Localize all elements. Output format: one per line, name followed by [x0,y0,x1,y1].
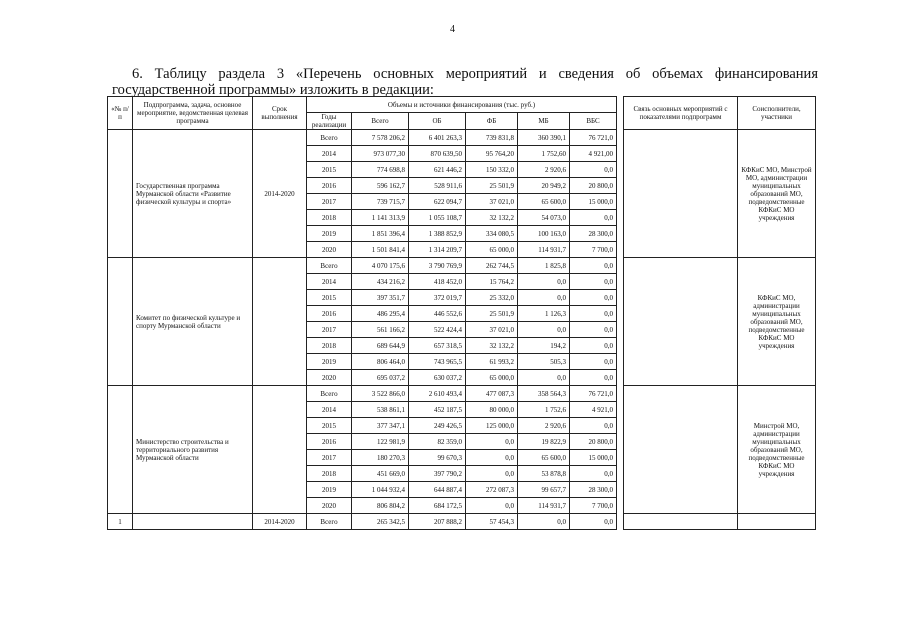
vbs-cell: 28 300,0 [570,482,617,498]
mb-cell: 194,2 [518,338,570,354]
mb-cell: 0,0 [518,274,570,290]
year-cell: 2016 [307,306,352,322]
final-fb: 57 454,3 [466,514,518,530]
vbs-cell: 15 000,0 [570,450,617,466]
fb-cell: 32 132,2 [466,338,518,354]
vbs-cell: 0,0 [570,290,617,306]
fb-cell: 477 087,3 [466,386,518,402]
total-cell: 561 166,2 [352,322,409,338]
mb-cell: 1 126,3 [518,306,570,322]
final-mb: 0,0 [518,514,570,530]
year-cell: 2017 [307,322,352,338]
vbs-cell: 4 921,00 [570,146,617,162]
header-num: «№ п/п [108,97,133,130]
table-row [108,386,816,402]
vbs-cell: 0,0 [570,258,617,274]
total-cell: 3 522 866,0 [352,386,409,402]
fb-cell: 61 993,2 [466,354,518,370]
ob-cell: 743 965,5 [409,354,466,370]
header-years: Годы реализации [307,113,352,130]
year-cell: Всего [307,258,352,274]
total-cell: 596 162,7 [352,178,409,194]
ob-cell: 644 887,4 [409,482,466,498]
ob-cell: 372 019,7 [409,290,466,306]
year-cell: 2020 [307,498,352,514]
link-cell [624,386,738,514]
final-program [133,514,253,530]
fb-cell: 150 332,0 [466,162,518,178]
vbs-cell: 0,0 [570,322,617,338]
fb-cell: 262 744,5 [466,258,518,274]
vbs-cell: 20 800,0 [570,434,617,450]
total-cell: 774 698,8 [352,162,409,178]
fb-cell: 37 021,0 [466,322,518,338]
fb-cell: 125 000,0 [466,418,518,434]
fb-cell: 65 000,0 [466,242,518,258]
executors-cell: КФКиС МО, Минстрой МО, администрации муниципальных образований МО, подведомственные КФКиС МО учреждения [738,130,816,258]
total-cell: 1 141 313,9 [352,210,409,226]
total-cell: 451 669,0 [352,466,409,482]
fb-cell: 25 332,0 [466,290,518,306]
year-cell: 2014 [307,146,352,162]
ob-cell: 6 401 263,3 [409,130,466,146]
total-cell: 1 501 841,4 [352,242,409,258]
page-number: 4 [450,24,455,35]
header-ob: ОБ [409,113,466,130]
final-row [108,514,816,530]
ob-cell: 1 314 209,7 [409,242,466,258]
term-cell: 2014-2020 [253,130,307,258]
ob-cell: 3 790 769,9 [409,258,466,274]
program-name: Государственная программа Мурманской области «Развитие физической культуры и спорта» [133,130,253,258]
row-num-cell [108,130,133,258]
final-num: 1 [108,514,133,530]
mb-cell: 1 752,60 [518,146,570,162]
mb-cell: 99 657,7 [518,482,570,498]
vbs-cell: 7 700,0 [570,242,617,258]
mb-cell: 20 949,2 [518,178,570,194]
section-heading [112,66,818,98]
year-cell: 2018 [307,210,352,226]
ob-cell: 397 790,2 [409,466,466,482]
total-cell: 739 715,7 [352,194,409,210]
vbs-cell: 4 921,0 [570,402,617,418]
vbs-cell: 7 700,0 [570,498,617,514]
fb-cell: 739 831,8 [466,130,518,146]
total-cell: 1 044 932,4 [352,482,409,498]
year-cell: 2017 [307,194,352,210]
mb-cell: 54 073,0 [518,210,570,226]
total-cell: 397 351,7 [352,290,409,306]
fb-cell: 0,0 [466,450,518,466]
mb-cell: 1 752,6 [518,402,570,418]
header-term: Срок выполнения [253,97,307,130]
ob-cell: 418 452,0 [409,274,466,290]
total-cell: 695 037,2 [352,370,409,386]
table-header-row [108,97,816,113]
final-link [624,514,738,530]
financing-table [107,96,816,530]
vbs-cell: 0,0 [570,370,617,386]
mb-cell: 114 931,7 [518,498,570,514]
year-cell: 2014 [307,274,352,290]
year-cell: 2017 [307,450,352,466]
year-cell: 2018 [307,466,352,482]
mb-cell: 2 920,6 [518,162,570,178]
header-program: Подпрограмма, задача, основное мероприятие, ведомственная целевая программа [133,97,253,130]
final-term: 2014-2020 [253,514,307,530]
mb-cell: 1 825,8 [518,258,570,274]
column-gap [617,130,624,258]
ob-cell: 522 424,4 [409,322,466,338]
fb-cell: 25 501,9 [466,178,518,194]
column-gap [617,258,624,386]
ob-cell: 621 446,2 [409,162,466,178]
ob-cell: 657 318,5 [409,338,466,354]
fb-cell: 0,0 [466,434,518,450]
total-cell: 486 295,4 [352,306,409,322]
vbs-cell: 0,0 [570,162,617,178]
total-cell: 973 077,30 [352,146,409,162]
ob-cell: 2 610 493,4 [409,386,466,402]
row-num-cell [108,258,133,386]
year-cell: 2020 [307,370,352,386]
ob-cell: 528 911,6 [409,178,466,194]
header-vbs: ВБС [570,113,617,130]
year-cell: 2019 [307,226,352,242]
total-cell: 434 216,2 [352,274,409,290]
mb-cell: 2 920,6 [518,418,570,434]
year-cell: 2019 [307,354,352,370]
year-cell: 2016 [307,434,352,450]
vbs-cell: 0,0 [570,418,617,434]
year-cell: 2020 [307,242,352,258]
fb-cell: 37 021,0 [466,194,518,210]
column-gap [617,386,624,514]
ob-cell: 82 359,0 [409,434,466,450]
vbs-cell: 76 721,0 [570,386,617,402]
ob-cell: 630 037,2 [409,370,466,386]
mb-cell: 360 390,1 [518,130,570,146]
ob-cell: 446 552,6 [409,306,466,322]
vbs-cell: 0,0 [570,274,617,290]
total-cell: 806 464,0 [352,354,409,370]
header-fb: ФБ [466,113,518,130]
executors-cell: Минстрой МО, администрации муниципальных образований МО, подведомственные КФКиС МО учреждения [738,386,816,514]
fb-cell: 80 000,0 [466,402,518,418]
ob-cell: 622 094,7 [409,194,466,210]
header-total: Всего [352,113,409,130]
mb-cell: 505,3 [518,354,570,370]
ob-cell: 452 187,5 [409,402,466,418]
vbs-cell: 0,0 [570,466,617,482]
ob-cell: 249 426,5 [409,418,466,434]
total-cell: 180 270,3 [352,450,409,466]
year-cell: 2015 [307,162,352,178]
mb-cell: 100 163,0 [518,226,570,242]
fb-cell: 25 501,9 [466,306,518,322]
total-cell: 1 851 396,4 [352,226,409,242]
total-cell: 122 981,9 [352,434,409,450]
vbs-cell: 0,0 [570,306,617,322]
vbs-cell: 28 300,0 [570,226,617,242]
mb-cell: 114 931,7 [518,242,570,258]
term-cell [253,258,307,386]
year-cell: 2018 [307,338,352,354]
ob-cell: 1 388 852,9 [409,226,466,242]
mb-cell: 53 878,8 [518,466,570,482]
table-row [108,130,816,146]
column-gap [617,514,624,530]
header-executors: Соисполнители, участники [738,97,816,130]
total-cell: 4 070 175,6 [352,258,409,274]
final-executors [738,514,816,530]
header-mb: МБ [518,113,570,130]
year-cell: 2014 [307,402,352,418]
final-vbs: 0,0 [570,514,617,530]
vbs-cell: 0,0 [570,338,617,354]
header-link: Связь основных мероприятий с показателями подпрограмм [624,97,738,130]
final-ob: 207 888,2 [409,514,466,530]
executors-cell: КФКиС МО, администрации муниципальных образований МО, подведомственные КФКиС МО учреждения [738,258,816,386]
ob-cell: 1 055 108,7 [409,210,466,226]
link-cell [624,130,738,258]
ob-cell: 684 172,5 [409,498,466,514]
mb-cell: 65 600,0 [518,194,570,210]
fb-cell: 95 764,20 [466,146,518,162]
vbs-cell: 20 800,0 [570,178,617,194]
mb-cell: 0,0 [518,370,570,386]
mb-cell: 0,0 [518,290,570,306]
fb-cell: 272 087,3 [466,482,518,498]
vbs-cell: 0,0 [570,354,617,370]
total-cell: 538 861,1 [352,402,409,418]
link-cell [624,258,738,386]
program-name: Министерство строительства и территориального развития Мурманской области [133,386,253,514]
year-cell: 2019 [307,482,352,498]
header-volumes: Объемы и источники финансирования (тыс. руб.) [307,97,617,113]
mb-cell: 358 564,3 [518,386,570,402]
ob-cell: 99 670,3 [409,450,466,466]
year-cell: 2015 [307,418,352,434]
fb-cell: 334 080,5 [466,226,518,242]
table-row [108,258,816,274]
program-name: Комитет по физической культуре и спорту Мурманской области [133,258,253,386]
mb-cell: 19 822,9 [518,434,570,450]
fb-cell: 15 764,2 [466,274,518,290]
ob-cell: 870 639,50 [409,146,466,162]
vbs-cell: 76 721,0 [570,130,617,146]
mb-cell: 65 600,0 [518,450,570,466]
vbs-cell: 0,0 [570,210,617,226]
fb-cell: 0,0 [466,498,518,514]
mb-cell: 0,0 [518,322,570,338]
total-cell: 377 347,1 [352,418,409,434]
total-cell: 7 578 206,2 [352,130,409,146]
column-gap [617,97,624,130]
fb-cell: 65 000,0 [466,370,518,386]
fb-cell: 0,0 [466,466,518,482]
vbs-cell: 15 000,0 [570,194,617,210]
heading-text: 6. Таблицу раздела 3 «Перечень основных мероприятий и сведения об объемах финансирования государственной программы» изложить в редакции: [112,66,818,98]
year-cell: Всего [307,386,352,402]
row-num-cell [108,386,133,514]
term-cell [253,386,307,514]
final-total: 265 342,5 [352,514,409,530]
total-cell: 689 644,9 [352,338,409,354]
total-cell: 806 804,2 [352,498,409,514]
final-year: Всего [307,514,352,530]
fb-cell: 32 132,2 [466,210,518,226]
year-cell: Всего [307,130,352,146]
year-cell: 2016 [307,178,352,194]
year-cell: 2015 [307,290,352,306]
